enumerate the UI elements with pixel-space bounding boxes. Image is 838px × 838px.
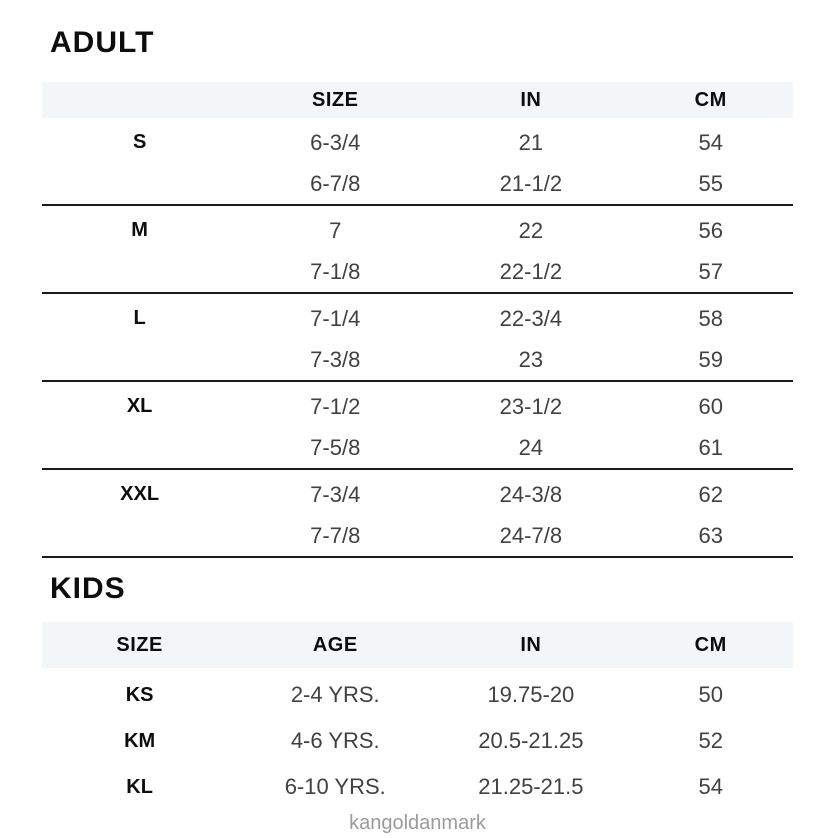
cm-value: 54 [698,129,723,155]
table-row [42,386,793,427]
adult-header-in: IN [520,88,542,111]
in-value: 21-1/2 [499,170,563,196]
cm-value: 56 [698,217,723,243]
cm-value: 59 [698,346,723,372]
adult-header-cm: CM [694,88,727,111]
table-row [42,251,793,292]
size-value: 7-1/4 [310,305,361,331]
table-row [42,672,793,718]
in-value: 22-1/2 [499,258,563,284]
table-row [42,427,793,468]
kids-table-header-row [42,622,793,668]
table-row [42,718,793,764]
cm-value: 55 [698,170,723,196]
cm-value: 60 [698,393,723,419]
size-value: 7 [329,217,342,243]
cm-value: 61 [698,434,723,460]
size-value: 7-3/4 [310,481,361,507]
in-value: 22 [518,217,544,243]
brand-watermark: kangoldanmark [349,812,486,834]
size-value: 7-3/8 [310,346,361,372]
kids-header-cm: CM [694,633,727,656]
cm-value: 54 [698,774,723,799]
adult-size-table [42,82,793,558]
table-row [42,163,793,204]
kids-size-table [42,622,793,810]
in-value: 20.5-21.25 [478,728,584,753]
cm-value: 52 [698,728,723,753]
in-value: 24-3/8 [499,481,563,507]
size-value: 6-3/4 [310,129,361,155]
table-row [42,298,793,339]
table-row [42,474,793,515]
adult-section-title: ADULT [50,26,155,59]
cm-value: 58 [698,305,723,331]
adult-table-header-row [42,82,793,118]
age-value: 4-6 YRS. [290,728,380,753]
size-label: L [133,307,146,329]
in-value: 21 [518,129,544,155]
table-row [42,515,793,556]
kids-header-age: AGE [312,633,358,656]
size-label: KS [125,683,154,706]
in-value: 21.25-21.5 [478,774,584,799]
table-row [42,210,793,251]
adult-group-xxl [42,470,793,558]
size-label: XXL [120,483,160,505]
table-row [42,122,793,163]
in-value: 22-3/4 [499,305,563,331]
age-value: 6-10 YRS. [284,774,386,799]
kids-section-title: KIDS [50,572,126,605]
in-value: 19.75-20 [487,682,575,707]
size-label: M [131,219,148,241]
adult-group-xl [42,382,793,470]
cm-value: 62 [698,481,723,507]
size-label: KM [124,729,156,752]
size-value: 7-5/8 [310,434,361,460]
in-value: 23-1/2 [499,393,563,419]
kids-table-body [42,668,793,810]
in-value: 24 [518,434,544,460]
size-label: XL [126,395,153,417]
size-label: S [132,131,147,153]
adult-group-s [42,118,793,206]
adult-group-l [42,294,793,382]
cm-value: 50 [698,682,723,707]
adult-header-size: SIZE [312,88,359,111]
size-value: 6-7/8 [310,170,361,196]
size-value: 7-1/2 [310,393,361,419]
cm-value: 57 [698,258,723,284]
size-value: 7-1/8 [310,258,361,284]
in-value: 24-7/8 [499,522,563,548]
table-row [42,339,793,380]
adult-group-m [42,206,793,294]
table-row [42,764,793,810]
age-value: 2-4 YRS. [290,682,380,707]
kids-header-size: SIZE [116,633,163,656]
kids-header-in: IN [520,633,542,656]
size-label: KL [126,775,153,798]
size-value: 7-7/8 [310,522,361,548]
in-value: 23 [518,346,544,372]
cm-value: 63 [698,522,723,548]
